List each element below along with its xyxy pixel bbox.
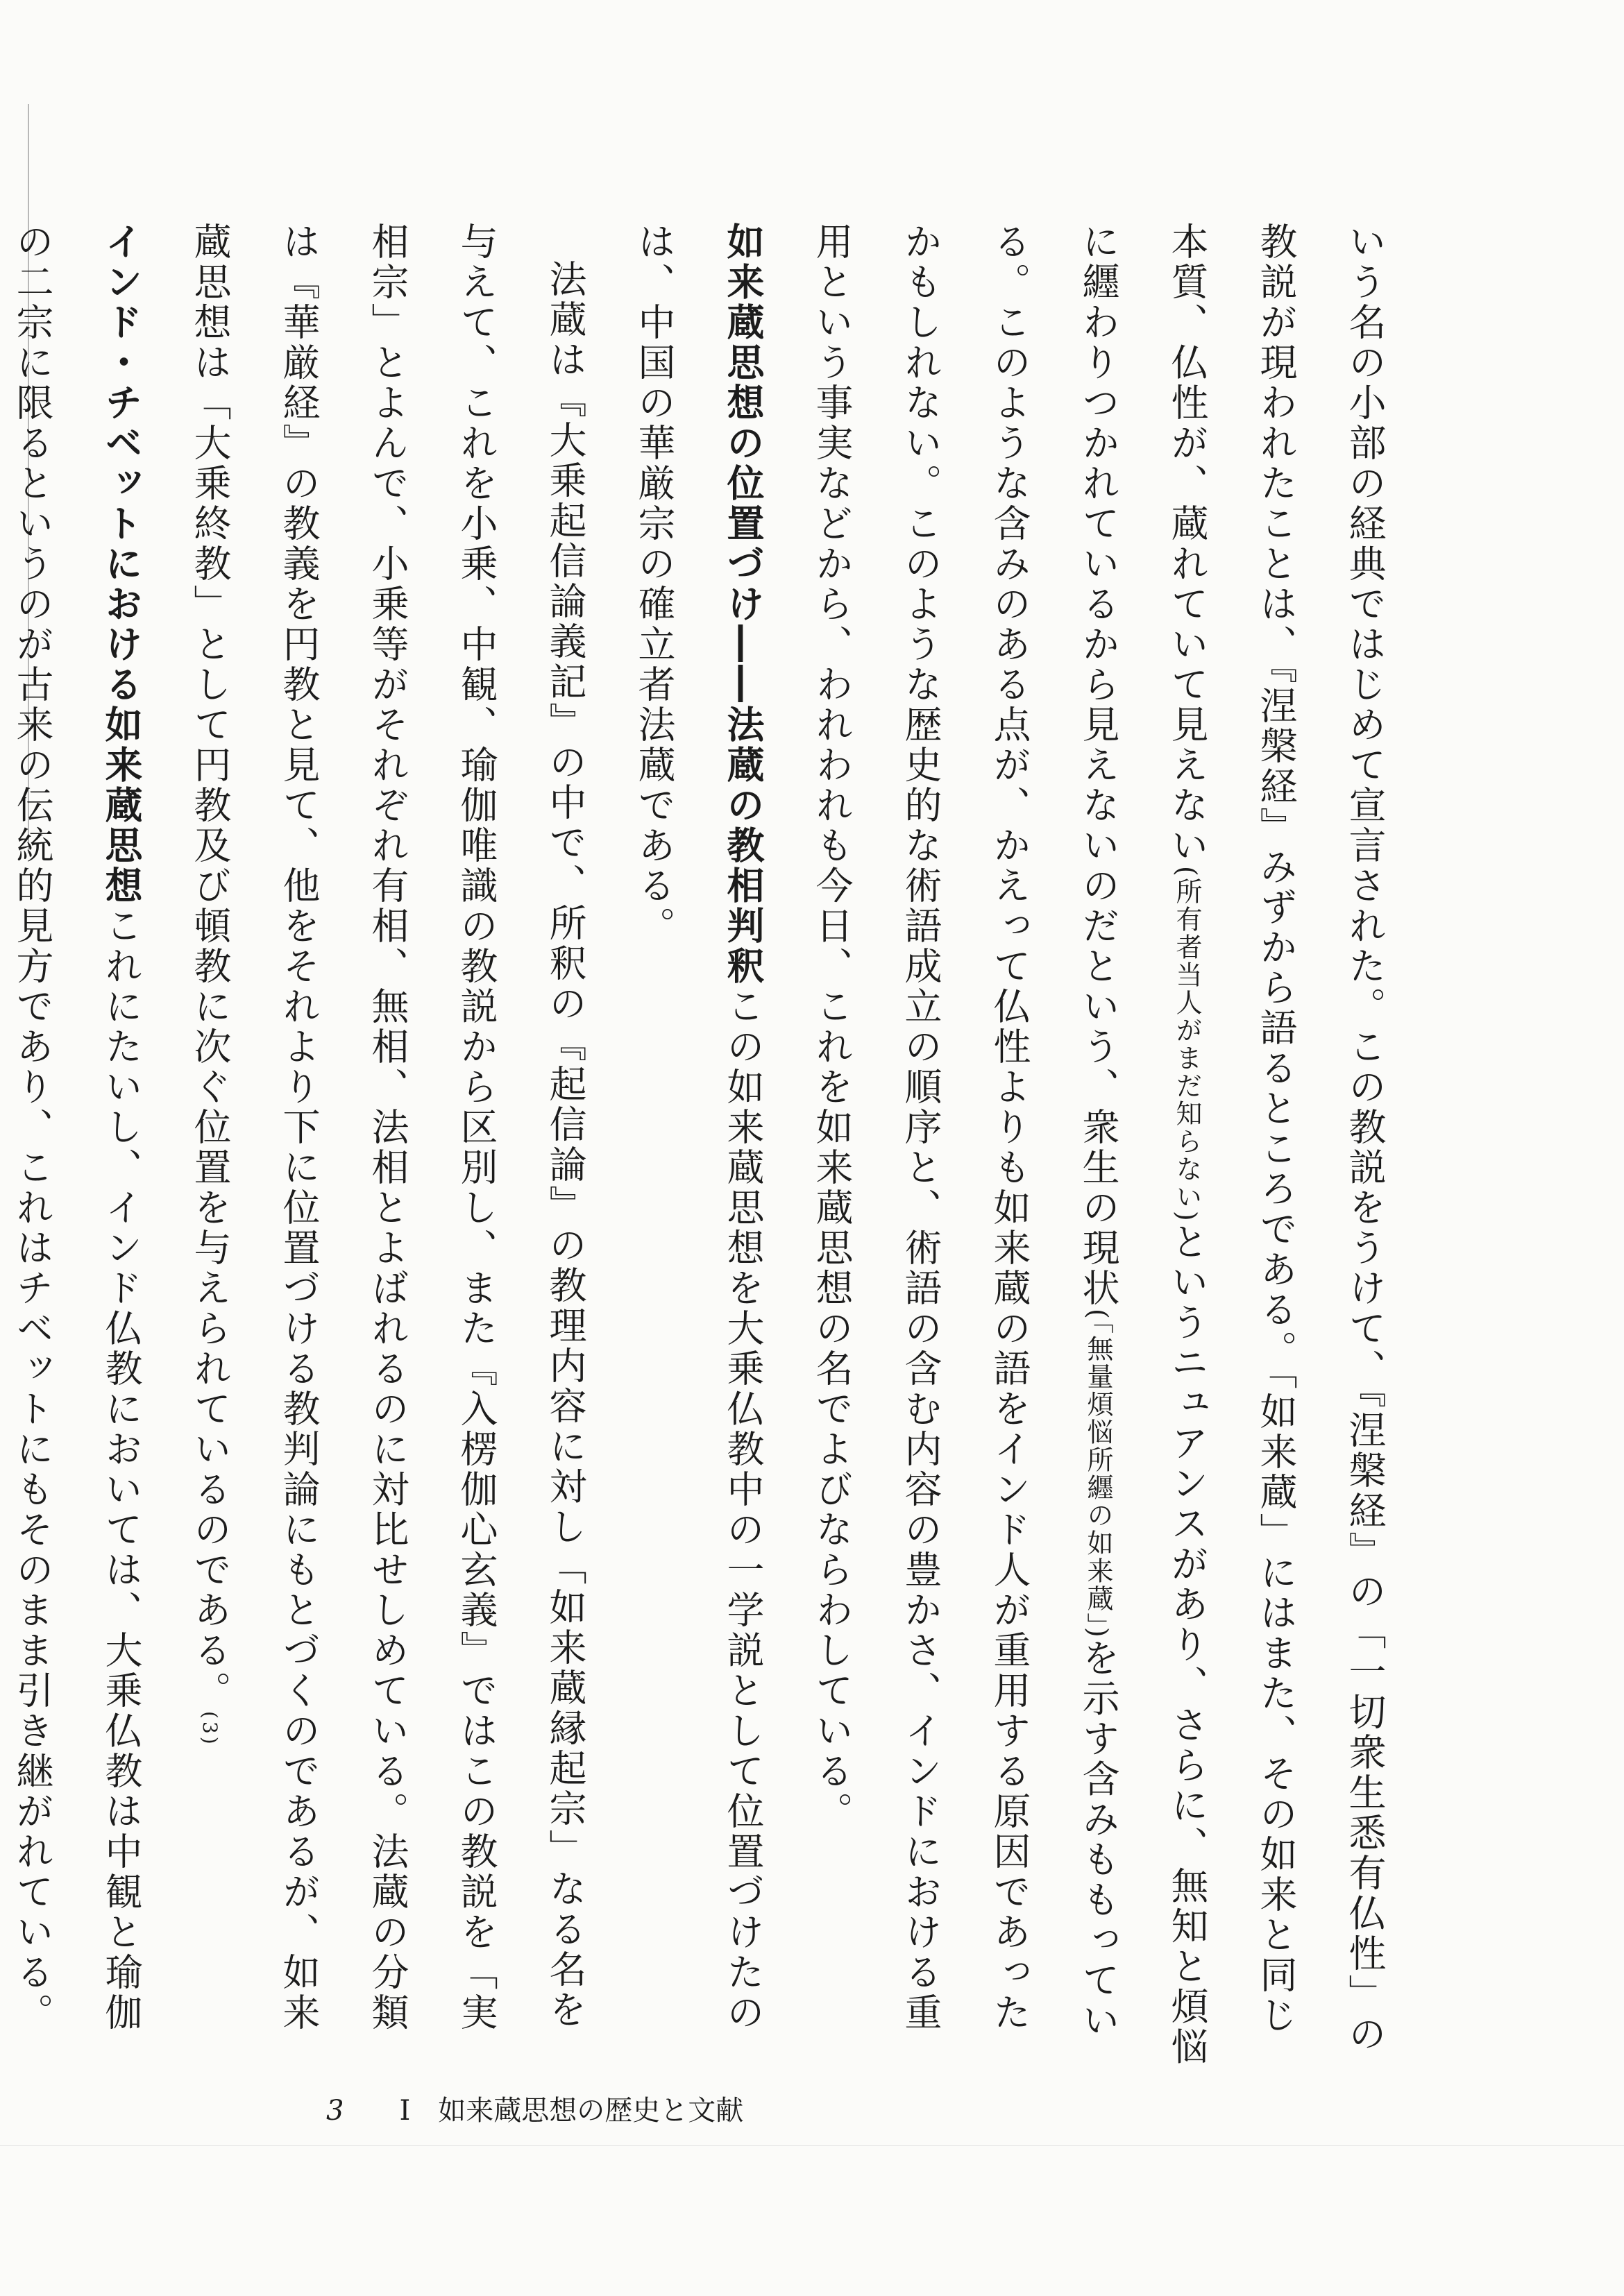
paragraph-1 (787, 222, 1409, 2068)
page-footer (326, 2089, 743, 2128)
paragraph-1-text-b: というニュアンスがあり、さらに、無知と煩悩に纒わりつかれているから見えないのだという、衆生の現状 (1076, 222, 1209, 2068)
paragraph-2 (609, 222, 787, 2068)
footnote-ref-3: (3) (198, 1711, 221, 1747)
paragraph-1-note-1: (所有者当人がまだ知らない) (1172, 866, 1202, 1223)
bottom-scan-line (0, 2145, 1624, 2146)
paragraph-3 (165, 222, 609, 2068)
paragraph-4 (0, 222, 165, 2068)
page-number: 3 (326, 2095, 344, 2127)
part-number: I (399, 2095, 411, 2127)
running-title: 如来蔵思想の歴史と文献 (438, 2095, 744, 2127)
paragraph-3-text: 法蔵は『大乗起信論義記』の中で、所釈の『起信論』の教理内容に対し「如来蔵縁起宗」なる名を与えて、これを小乗、中観、瑜伽唯識の教説から区別し、また『入楞伽心玄義』ではこの教説を「実相宗」とよんで、小乗等がそれぞれ有相、無相、法相とよばれるのに対比せしめている。法蔵の分類は『華厳経』の教義を円教と見て、他をそれより下に位置づける教判論にもとづくのであるが、如来蔵思想は「大乗終教」として円教及び頓教に次ぐ位置を与えられているのである。 (188, 222, 587, 2033)
paragraph-1-text-a: いう名の小部の経典ではじめて宣言された。この教説をうけて、『涅槃経』の「一切衆生悉有仏性」の教説が現われたことは、『涅槃経』みずから語るところである。「如来蔵」にはまた、その如来と同じ本質、仏性が、蔵れていて見えない (1165, 222, 1387, 2055)
vertical-text-body (0, 222, 1409, 2068)
paragraph-1-text-c: を示す含みももっている。このような含みのある点が、かえって仏性よりも如来蔵の語をインド人が重用する原因であったかもしれない。このような歴史的な術語成立の順序と、術語の含む内容の豊かさ、インドにおける重用という事実などから、われわれも今日、これを如来蔵思想の名でよびならわしている。 (810, 222, 1120, 2041)
paragraph-2-text: この如来蔵思想を大乗仏教中の一学説として位置づけたのは、中国の華厳宗の確立者法蔵である。 (632, 222, 765, 2033)
paragraph-1-note-2: (「無量煩悩所纒の如来蔵」) (1083, 1309, 1113, 1639)
section-heading-1: 如来蔵思想の位置づけ――法蔵の教相判釈 (721, 222, 765, 987)
section-heading-2: インド・チベットにおける如来蔵思想 (99, 222, 143, 906)
paragraph-4-text: これにたいし、インド仏教においては、大乗仏教は中観と瑜伽の二宗に限るというのが古来の伝統的見方であり、これはチベットにもそのまま引き継がれている。 (10, 222, 143, 2033)
